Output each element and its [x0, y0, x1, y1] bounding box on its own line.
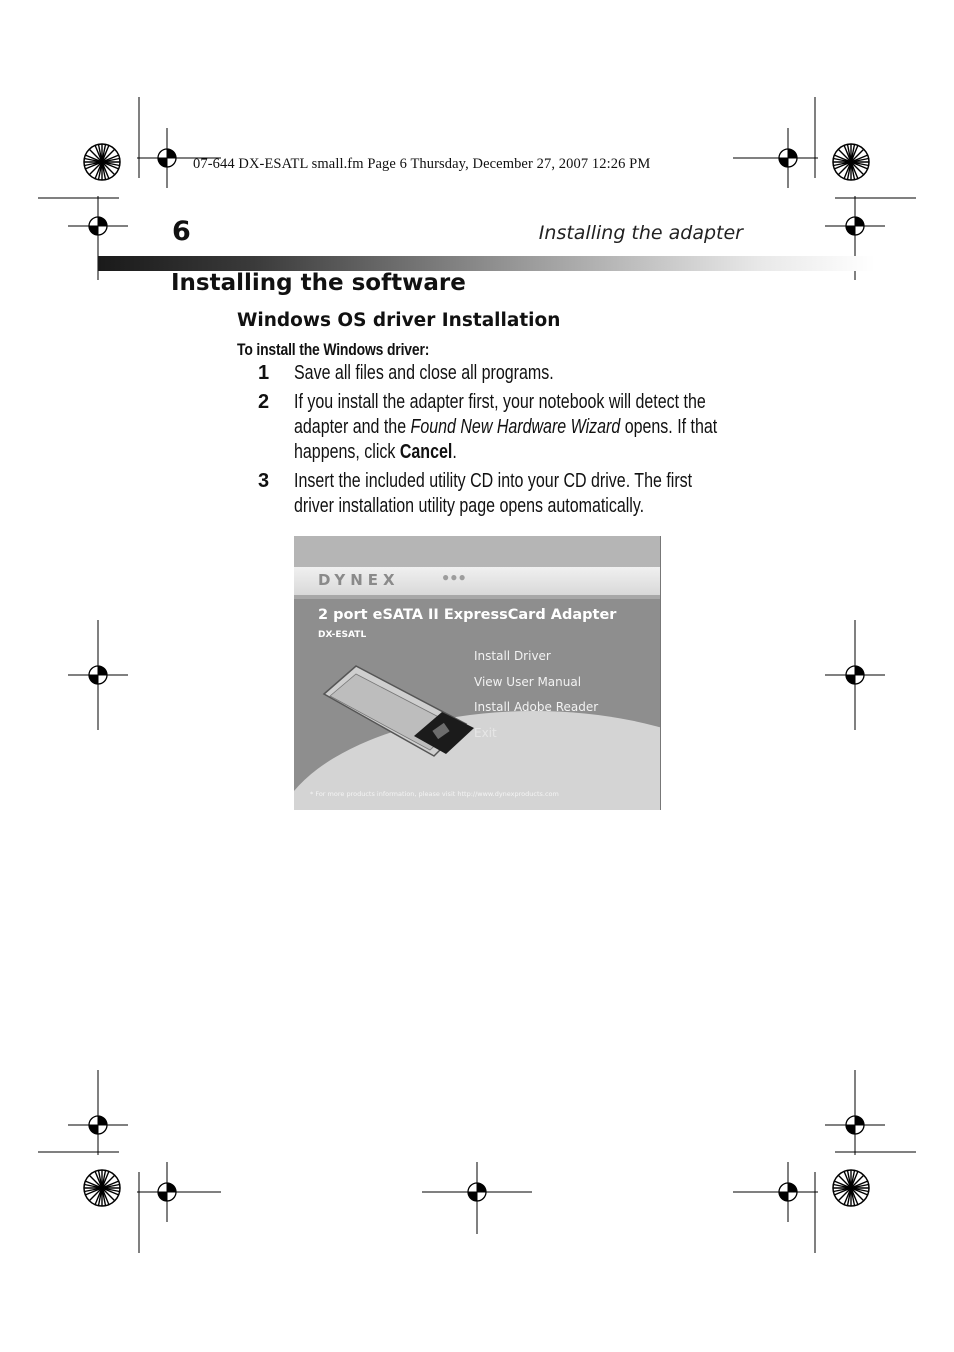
- slug-line: 07-644 DX-ESATL small.fm Page 6 Thursday, December 27, 2007 12:26 PM: [193, 156, 651, 172]
- step-text-run: happens, click: [294, 441, 400, 463]
- step-text: [294, 361, 619, 386]
- view-user-manual-link[interactable]: View User Manual: [474, 675, 582, 689]
- step-number: 3: [258, 470, 270, 492]
- step-text-run: .: [452, 441, 457, 463]
- install-adobe-reader-link[interactable]: Install Adobe Reader: [474, 700, 599, 714]
- header-rule: [98, 256, 875, 271]
- step-line: If you install the adapter first, your notebook will detect the: [294, 391, 706, 413]
- wizard-name: Found New Hardware Wizard: [410, 416, 621, 438]
- page-number: 6: [172, 216, 191, 247]
- step-line: driver installation utility page opens automatically.: [294, 495, 645, 517]
- step-number: 1: [258, 362, 270, 384]
- install-driver-link[interactable]: Install Driver: [474, 649, 551, 663]
- step-line: [294, 415, 717, 440]
- logo-dots: ●●●: [442, 570, 467, 584]
- step-number: 2: [258, 391, 270, 413]
- step-line: Save all files and close all programs.: [294, 362, 554, 384]
- step-text-run: adapter and the: [294, 416, 411, 438]
- cancel-label: Cancel: [399, 441, 453, 463]
- running-header: Installing the adapter: [538, 222, 743, 244]
- exit-link[interactable]: Exit: [474, 726, 497, 740]
- installer-screenshot: [294, 536, 661, 810]
- step-text: [294, 469, 792, 519]
- subsection-title: Windows OS driver Installation: [237, 310, 561, 331]
- installer-top-bar: [294, 536, 660, 567]
- product-model: DX-ESATL: [318, 630, 367, 640]
- dynex-logo: DYNEX: [318, 571, 400, 589]
- step-line: Insert the included utility CD into your CD drive. The first: [294, 470, 693, 492]
- step-text-run: opens. If that: [620, 416, 718, 438]
- procedure-title: To install the Windows driver:: [237, 340, 430, 359]
- section-title: Installing the software: [171, 270, 466, 296]
- expresscard-image: [316, 654, 476, 774]
- product-title: 2 port eSATA II ExpressCard Adapter: [318, 607, 617, 623]
- step-text: [294, 390, 823, 465]
- installer-footnote: * For more products information, please visit http://www.dynexproducts.com: [310, 790, 559, 798]
- step-line: [294, 440, 717, 465]
